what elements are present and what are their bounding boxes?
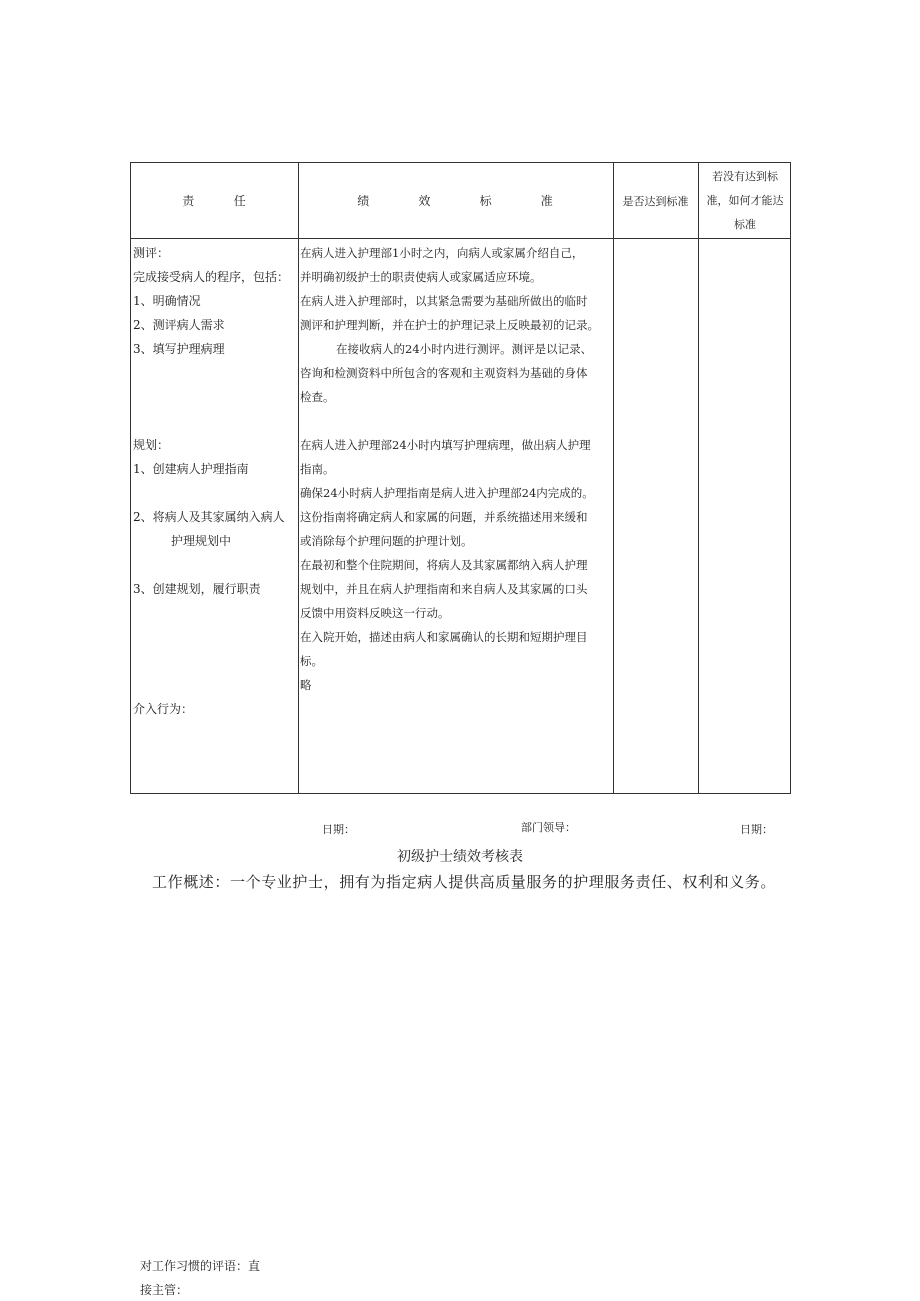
performance-table [130, 162, 791, 794]
column-divider [698, 163, 699, 793]
standard-line: 确保24小时病人护理指南是病人进入护理部24内完成的。 [300, 486, 594, 500]
standard-line: 在病人进入护理部1小时之内，向病人或家属介绍自己， [300, 246, 584, 260]
standard-line: 检查。 [300, 390, 335, 404]
standard-line: 在最初和整个住院期间，将病人及其家属都纳入病人护理 [300, 558, 588, 572]
date-label: 日期： [740, 823, 773, 836]
header-divider [131, 238, 790, 239]
header-if-not-line: 标准 [734, 217, 756, 231]
assess-item: 1、明确情况 [133, 294, 201, 308]
standard-line: 标。 [300, 654, 323, 668]
standard-line: 指南。 [300, 462, 335, 476]
standard-line: 或消除每个护理问题的护理计划。 [300, 534, 473, 548]
standard-line: 在接收病人的24小时内进行测评。测评是以记录、 [336, 342, 593, 356]
intervene-title: 介入行为： [133, 702, 194, 716]
dept-leader-label: 部门领导： [521, 821, 576, 834]
standard-line: 在病人进入护理部时，以其紧急需要为基础所做出的临时 [300, 294, 588, 308]
standard-line: 反馈中用资料反映这一行动。 [300, 606, 450, 620]
header-if-not-line: 若没有达到标 [712, 169, 778, 183]
plan-item: 1、创建病人护理指南 [133, 462, 249, 476]
header-if-not-line: 准，如何才能达 [706, 193, 784, 207]
header-met: 是否达到标准 [622, 194, 689, 208]
habit-comment-cont: 接主管： [140, 1283, 189, 1297]
column-divider [298, 163, 299, 793]
assess-intro: 完成接受病人的程序，包括： [133, 270, 290, 284]
standard-line: 咨询和检测资料中所包含的客观和主观资料为基础的身体 [300, 366, 588, 380]
header-if-not [698, 163, 792, 238]
assess-item: 2、测评病人需求 [133, 318, 225, 332]
standard-line: 在入院开始，描述由病人和家属确认的长期和短期护理目 [300, 630, 588, 644]
document-title: 初级护士绩效考核表 [397, 849, 523, 865]
column-divider [613, 163, 614, 793]
standard-line: 略 [300, 678, 312, 692]
plan-item-cont: 护理规划中 [171, 534, 232, 548]
standard-line: 规划中，并且在病人护理指南和来自病人及其家属的口头 [300, 582, 588, 596]
plan-item: 3、创建规划，履行职责 [133, 582, 261, 596]
standard-line: 在病人进入护理部24小时内填写护理病理，做出病人护理 [300, 438, 591, 452]
work-summary: 工作概述：一个专业护士，拥有为指定病人提供高质量服务的护理服务责任、权利和义务。 [152, 873, 777, 891]
plan-item: 2、将病人及其家属纳入病人 [133, 510, 285, 524]
header-responsibility: 责 任 [182, 194, 247, 208]
standard-column [300, 241, 612, 697]
habit-comment: 对工作习惯的评语：直 [140, 1259, 261, 1273]
assess-item: 3、填写护理病理 [133, 342, 225, 356]
date-label: 日期： [322, 823, 355, 836]
standard-line: 这份指南将确定病人和家属的问题，并系统描述用来缓和 [300, 510, 588, 524]
responsibility-column [133, 241, 296, 721]
assess-title: 测评： [133, 246, 170, 260]
standard-line: 测评和护理判断，并在护士的护理记录上反映最初的记录。 [300, 318, 599, 332]
header-standard: 绩 效 标 准 [357, 194, 554, 208]
plan-title: 规划： [133, 438, 170, 452]
standard-line [300, 409, 612, 433]
standard-line: 并明确初级护士的职责使病人或家属适应环境。 [300, 270, 542, 284]
